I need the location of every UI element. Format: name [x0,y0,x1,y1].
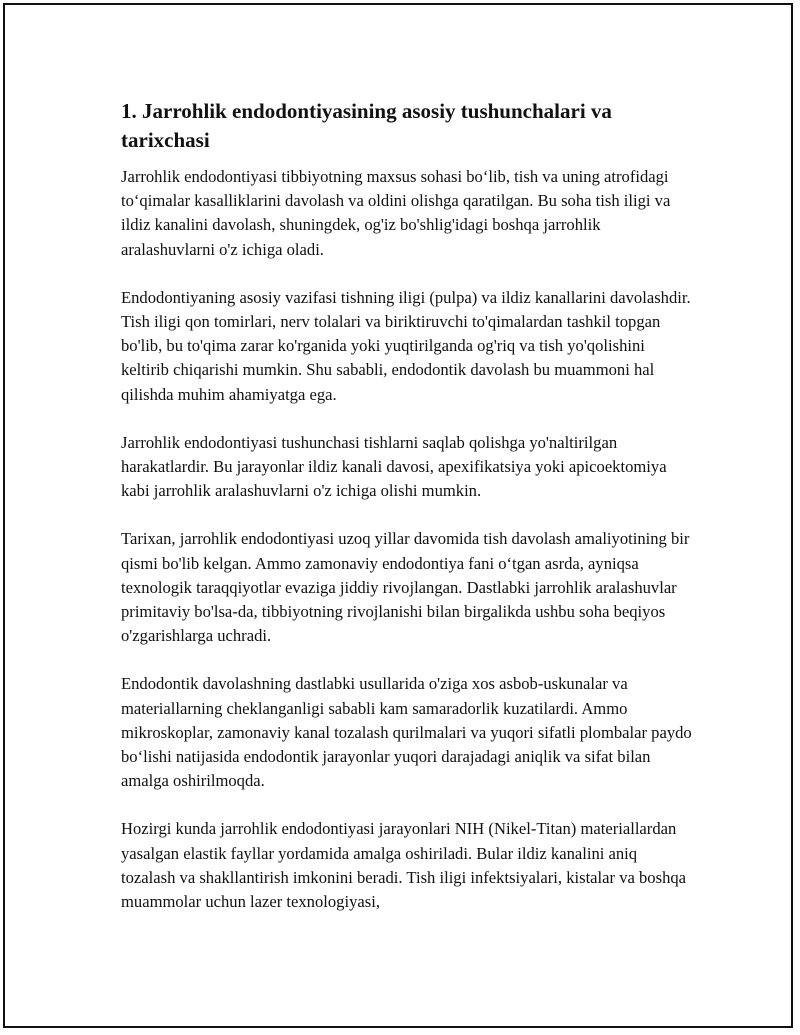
document-body [121,97,693,938]
section-heading: 1. Jarrohlik endodontiyasining asosiy tushunchalari va tarixchasi [121,99,612,152]
paragraph-6: Hozirgi kunda jarrohlik endodontiyasi jarayonlari NIH (Nikel-Titan) materiallardan yasalgan elastik fayllar yordamida amalga oshiriladi. Bular ildiz kanalini aniq tozalash va shakllantirish imkonini beradi. Tish iligi infektsiyalari, kistalar va boshqa muammolar uchun lazer texnologiyasi, [121,819,687,912]
paragraph-4: Tarixan, jarrohlik endodontiyasi uzoq yillar davomida tish davolash amaliyotining bir qismi bo'lib kelgan. Ammo zamonaviy endodontiya fani o‘tgan asrda, ayniqsa texnologik taraqqiyotlar evaziga jiddiy rivojlangan. Dastlabki jarrohlik aralashuvlar primitaviy bo'lsa-da, tibbiyotning rivojlanishi bilan birgalikda ushbu soha beqiyos o'zgarishlarga uchradi. [121,529,690,646]
document-page [3,3,793,1028]
paragraph-5: Endodontik davolashning dastlabki usullarida o'ziga xos asbob-uskunalar va materiallarning cheklanganligi sababli kam samaradorlik kuzatilardi. Ammo mikroskoplar, zamonaviy kanal tozalash qurilmalari va yuqori sifatli plombalar paydo bo‘lishi natijasida endodontik jarayonlar yuqori darajadagi aniqlik va sifat bilan amalga oshirilmoqda. [121,674,692,791]
paragraph-2: Endodontiyaning asosiy vazifasi tishning iligi (pulpa) va ildiz kanallarini davolashdir. Tish iligi qon tomirlari, nerv tolalari va biriktiruvchi to'qimalardan tashkil topgan bo'lib, bu to'qima zarar ko'rganida yoki yuqtirilganda og'riq va tish yo'qolishini keltirib chiqarishi mumkin. Shu sababli, endodontik davolash bu muammoni hal qilishda muhim ahamiyatga ega. [121,287,691,404]
paragraph-1: Jarrohlik endodontiyasi tibbiyotning maxsus sohasi bo‘lib, tish va uning atrofidagi to‘qimalar kasalliklarini davolash va oldini olishga qaratilgan. Bu soha tish iligi va ildiz kanalini davolash, shuningdek, og'iz bo'shlig'idagi boshqa jarrohlik aralashuvlarni o'z ichiga oladi. [121,167,671,259]
paragraph-3: Jarrohlik endodontiyasi tushunchasi tishlarni saqlab qolishga yo'naltirilgan harakatlardir. Bu jarayonlar ildiz kanali davosi, apexifikatsiya yoki apicoektomiya kabi jarrohlik aralashuvlarni o'z ichiga olishi mumkin. [121,432,667,501]
